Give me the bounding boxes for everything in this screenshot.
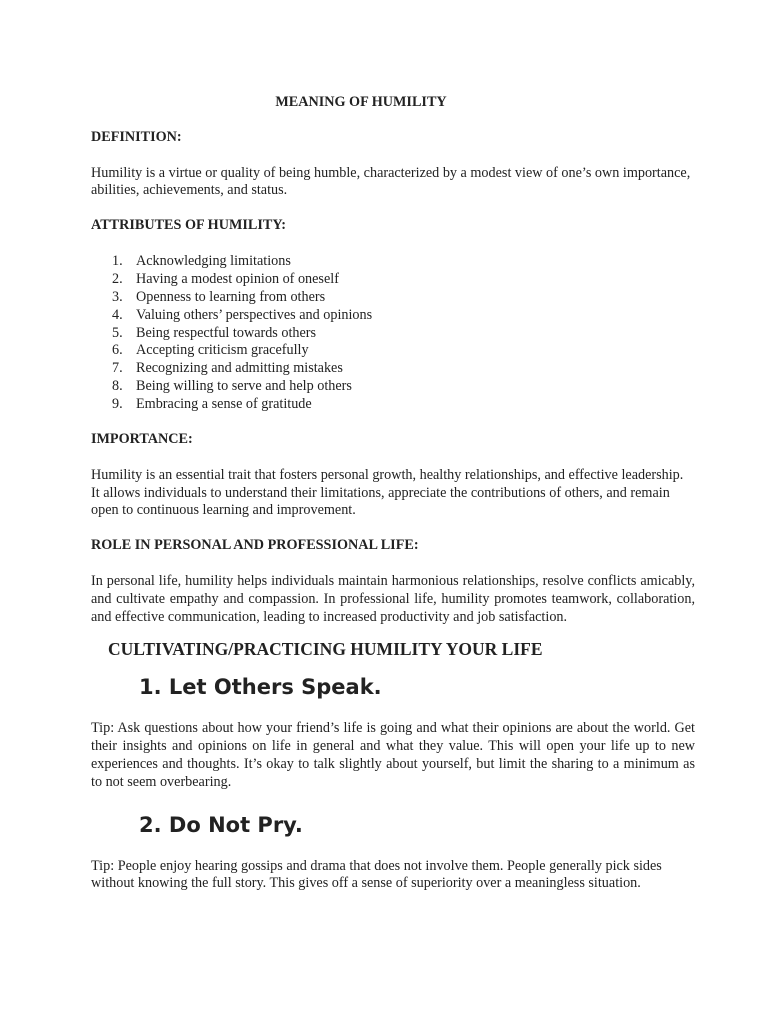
list-item [91, 378, 695, 396]
list-item [91, 253, 695, 271]
document-page [91, 94, 695, 893]
attributes-list [91, 253, 695, 414]
list-item-number: 3. [112, 288, 123, 305]
tip-text: Tip: Ask questions about how your friend’s life is going and what their opinions are about the world. Get their insights and opinions on life in general and what they value. This will open your life up to new experiences and thoughts. It’s okay to talk slightly about yourself, but limit the sharing to a minimum as to not seem overbearing. [91, 720, 695, 790]
definition-heading: DEFINITION: [91, 128, 182, 145]
list-item-number: 4. [112, 306, 123, 323]
tip-heading: 1. Let Others Speak. [139, 675, 382, 700]
list-item [91, 271, 695, 289]
list-item-number: 5. [112, 324, 123, 341]
importance-text: Humility is an essential trait that fosters personal growth, healthy relationships, and effective leadership. It allows individuals to understand their limitations, appreciate the contributions of others, and remain open to continuous learning and improvement. [91, 466, 684, 519]
cultivating-heading: CULTIVATING/PRACTICING HUMILITY YOUR LIFE [108, 639, 543, 660]
role-heading: ROLE IN PERSONAL AND PROFESSIONAL LIFE: [91, 537, 419, 554]
list-item [91, 396, 695, 414]
list-item-text: Embracing a sense of gratitude [136, 396, 312, 413]
list-item-number: 9. [112, 396, 123, 413]
list-item-text: Having a modest opinion of oneself [136, 270, 339, 287]
list-item-number: 7. [112, 360, 123, 377]
document-title: MEANING OF HUMILITY [275, 94, 447, 110]
list-item [91, 325, 695, 343]
list-item-number: 1. [112, 252, 123, 269]
list-item [91, 342, 695, 360]
list-item-text: Accepting criticism gracefully [136, 342, 309, 359]
importance-heading: IMPORTANCE: [91, 431, 193, 447]
list-item-text: Openness to learning from others [136, 288, 326, 305]
definition-text: Humility is a virtue or quality of being humble, characterized by a modest view of one’s own importance, abilities, achievements, and status. [91, 164, 691, 199]
list-item-text: Being willing to serve and help others [136, 378, 352, 395]
list-item [91, 307, 695, 325]
role-text: In personal life, humility helps individuals maintain harmonious relationships, resolve conflicts amicably, and cultivate empathy and compassion. In professional life, humility promotes teamwork, collaboration, and effective communication, leading to increased productivity and job satisfaction. [91, 572, 695, 625]
list-item [91, 289, 695, 307]
list-item-number: 8. [112, 378, 123, 395]
list-item-text: Being respectful towards others [136, 324, 317, 341]
attributes-heading: ATTRIBUTES OF HUMILITY: [91, 217, 286, 234]
tip-heading: 2. Do Not Pry. [139, 812, 303, 837]
list-item-text: Acknowledging limitations [136, 252, 291, 269]
tip-text: Tip: People enjoy hearing gossips and drama that does not involve them. People generally pick sides without knowing the full story. This gives off a sense of superiority over a meaningless situation. [91, 857, 662, 892]
list-item-number: 6. [112, 342, 123, 359]
list-item-number: 2. [112, 270, 123, 287]
list-item-text: Valuing others’ perspectives and opinions [136, 306, 373, 323]
list-item [91, 360, 695, 378]
list-item-text: Recognizing and admitting mistakes [136, 360, 343, 377]
